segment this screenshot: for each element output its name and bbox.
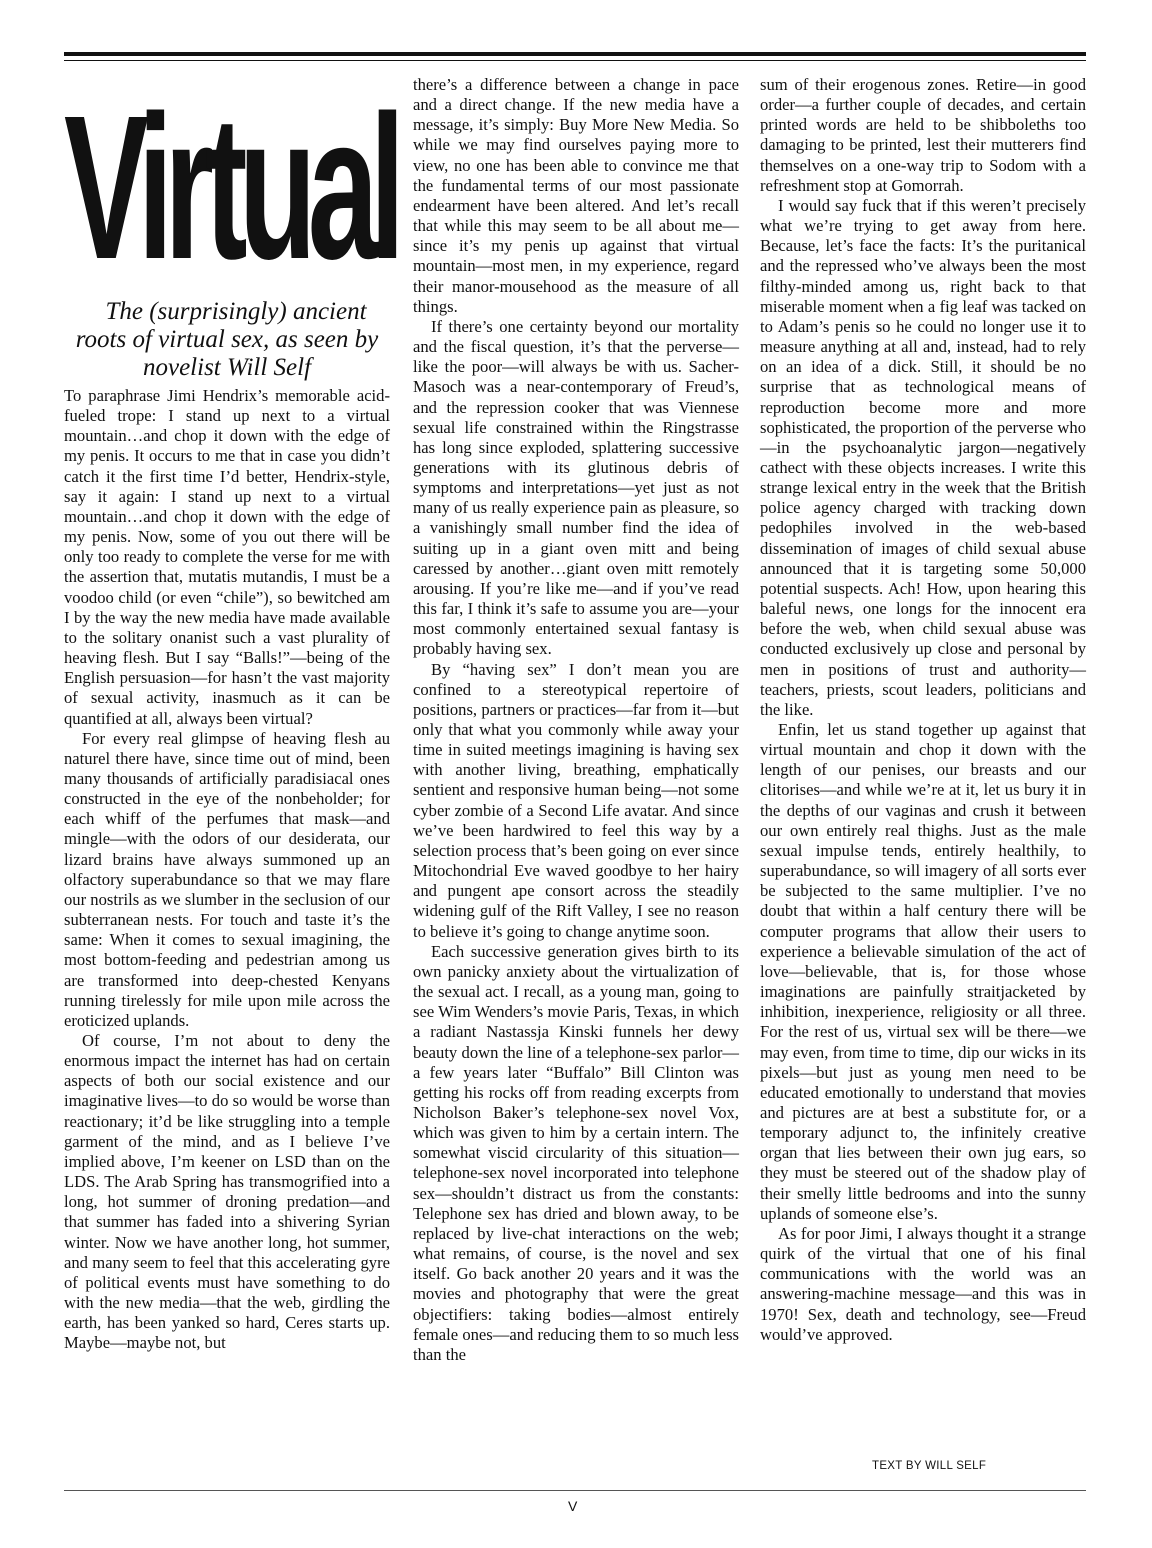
paragraph: For every real glimpse of heaving flesh au naturel there have, since time out of mind, been many thousands of artificially paradisiacal ones constructed in the eye of the nonbeholder; for each whiff of the perfumes that mask—and mingle—with the odors of our desiderata, our lizard brains have always summoned up an olfactory superabundance so that we may flare our nostrils as we slumber in the seclusion of our subterranean nests. For touch and taste it’s the same: When it comes to sexual imagining, the most bottom-feeding and pedestrian among us are transformed into deep-chested Kenyans running tirelessly for mile upon mile across the eroticized uplands.	[64, 728, 390, 1030]
deck-wrap	[64, 298, 390, 382]
column-2	[413, 75, 739, 1365]
author-credit: TEXT BY WILL SELF	[872, 1460, 987, 1472]
top-rule-thin	[64, 60, 1086, 61]
paragraph: there’s a difference between a change in pace and a direct change. If the new media have a message, it’s simply: Buy More New Media. So while we may find ourselves paying more to view, no one has been able to convince me that the fundamental terms of our most passionate endearment have been altered. And let’s recall that while this may seem to be all about me—since it’s my penis up against that virtual mountain—most men, in my experience, regard their manor-mousehood as the measure of all things.	[413, 75, 739, 316]
column-1	[64, 72, 397, 1354]
deck: The (surprisingly) ancient roots of virtual sex, as seen by novelist Will Self	[75, 298, 379, 381]
paragraph: Of course, I’m not about to deny the enormous impact the internet has had on certain aspects of both our social existence and our imaginative lives—to do so would be worse than reactionary; it’d be like struggling into a temple garment of the mind, and as I believe I’ve implied above, I’m keener on LSD than on the LDS. The Arab Spring has transmogrified into a long, hot summer of droning predation—and that summer has faded into a shivering Syrian winter. Now we have another long, hot summer, and many seem to feel that this accelerating gyre of political events must have something to do with the new media—that the web, girdling the earth, has been yanked so hard, Ceres starts up. Maybe—maybe not, but	[64, 1031, 390, 1353]
paragraph: sum of their erogenous zones. Retire—in good order—a further couple of decades, and certain printed words are held to be shibboleths too damaging to be printed, lest their mutterers find themselves on a one-way trip to Sodom with a refreshment stop at Gomorrah.	[760, 75, 1086, 195]
page-folio: V	[568, 1498, 578, 1514]
paragraph: Each successive generation gives birth to its own panicky anxiety about the virtualization of the sexual act. I recall, as a young man, going to see Wim Wenders’s movie Paris, Texas, in which a radiant Nastassja Kinski funnels her dewy beauty down the line of a telephone-sex parlor—a few years later “Buffalo” Bill Clinton was getting his rocks off from reading excerpts from Nicholson Baker’s telephone-sex novel Vox, which was given to him by a certain intern. The somewhat viscid circularity of this situation—telephone-sex novel incorporated into telephone sex—shouldn’t distract us from the constants: Telephone sex has dried and blown away, to be replaced by live-chat interactions on the web; what remains, of course, is the novel and sex itself. Go back another 20 years and it was the movies and photography that were the great objectifiers: taking bodies—almost entirely female ones—and reducing them to so much less than the	[413, 941, 739, 1364]
paragraph: I would say fuck that if this weren’t precisely what we’re trying to get away from here. Because, let’s face the facts: It’s the puritanical and the repressed who’ve always been the most filthy-minded among us, right back to that miserable moment when a fig leaf was tacked on to Adam’s penis so he could no longer use it to measure anything at all and, instead, had to rely on an idea of a dick. Still, it should be no surprise that as technological means of reproduction become more and more sophisticated, the proportion of the perverse who—in the psychoanalytic jargon—negatively cathect with these objects increases. I write this strange lexical entry in the week that the British police agency charged with tracking down pedophiles involved in the web-based dissemination of images of child sexual abuse announced that it is targeting some 50,000 potential suspects. Ach! How, upon hearing this baleful news, one longs for the innocent era before the web, when child sexual abuse was conducted exclusively up close and personal by men in positions of trust and authority—teachers, priests, scout leaders, politicians and the like.	[760, 195, 1086, 719]
paragraph: Enfin, let us stand together up against that virtual mountain and chop it down with the length of our penises, our breasts and our clitorises—and while we’re at it, let us bury it in the depths of our vaginas and crush it between our own entirely real thighs. Just as the male sexual impulse tends, entirely healthily, to superabundance, so will imagery of all sorts ever be subjected to the same multiplier. I’ve no doubt that within a half century there will be computer programs that allow their users to experience a believable simulation of the act of love—believable, that is, for those whose imaginations are painfully straitjacketed by inhibition, inexperience, religiosity or all three. For the rest of us, virtual sex will be there—we may even, from time to time, dip our wicks in its pixels—but just as young men need to be educated emotionally to understand that movies and pictures are at best a substitute for, or a temporary adjunct to, the infinitely creative organ that lies between their own jug ears, so they must be steered out of the shadow play of their smelly little bedrooms and into the sunny uplands of someone else’s.	[760, 720, 1086, 1223]
column-3	[760, 75, 1086, 1345]
bottom-rule	[64, 1490, 1086, 1491]
paragraph: By “having sex” I don’t mean you are confined to a stereotypical repertoire of positions, partners or practices—far from it—but only that what you commonly while away your time in suited meetings imagining is having sex with another living, breathing, emphatically sentient and responsive human being—not some cyber zombie of a Second Life avatar. And since we’ve been hardwired to feel this way by a selection process that’s been going on ever since Mitochondrial Eve waved goodbye to her hairy and pungent ape consort across the steadily widening gulf of the Rift Valley, I see no reason to believe it’s going to change anytime soon.	[413, 659, 739, 941]
paragraph: As for poor Jimi, I always thought it a strange quirk of the virtual that one of his final communications with the world was an answering-machine message—and this was in 1970! Sex, death and technology, see—Freud would’ve approved.	[760, 1223, 1086, 1344]
paragraph: If there’s one certainty beyond our mortality and the fiscal question, it’s that the perverse—like the poor—will always be with us. Sacher-Masoch was a near-contemporary of Freud’s, and the repression cooker that was Viennese sexual life constrained within the Ringstrasse has long since exploded, splattering successive generations with its glutinous debris of symptoms and interpretations—yet just as not many of us really experience pain as pleasure, so a vanishingly small number find the idea of suiting up in a giant oven mitt and being caressed by another…giant oven mitt remotely arousing. If you’re like me—and if you’ve read this far, I think it’s safe to assume you are—your most commonly entertained sexual fantasy is probably having sex.	[413, 316, 739, 659]
top-rule	[64, 52, 1086, 56]
headline: Virtual	[64, 73, 397, 302]
paragraph: To paraphrase Jimi Hendrix’s memorable acid-fueled trope: I stand up next to a virtual mountain…and chop it down with the edge of my penis. It occurs to me that in case you didn’t catch it the first time I’d better, Hendrix-style, say it again: I stand up next to a virtual mountain…and chop it down with the edge of my penis. Now, some of you out there will be only too ready to complete the verse for me with the assertion that, mutatis mutandis, I must be a voodoo child (or even “chile”), so bewitched am I by the way the new media have made available to the solitary onanist such a vast plurality of heaving flesh. But I say “Balls!”—being of the English persuasion—for hasn’t the vast majority of sexual activity, inasmuch as it can be quantified at all, always been virtual?	[64, 386, 390, 728]
